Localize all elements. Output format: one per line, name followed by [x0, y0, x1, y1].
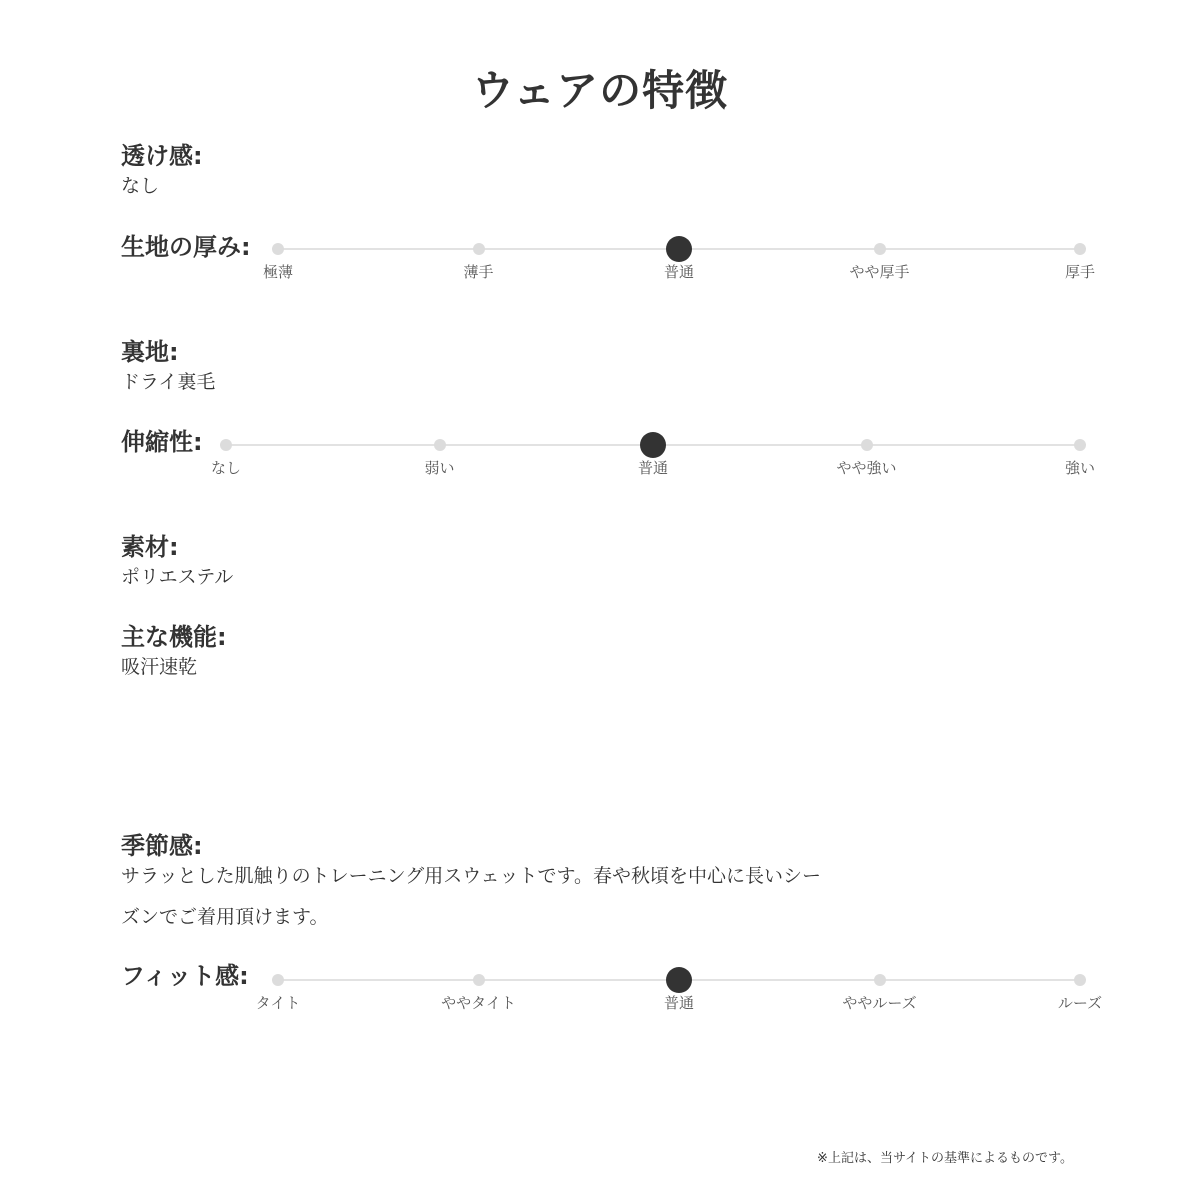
thickness-scale — [262, 248, 1095, 288]
lining-value: ドライ裏毛 — [121, 371, 216, 393]
stretch-scale-dot-1 — [220, 439, 232, 451]
season-description-line-1: サラッとした肌触りのトレーニング用スウェットです。春や秋頃を中心に長いシー — [121, 865, 821, 887]
thickness-scale-dot-3-selected — [666, 236, 692, 262]
thickness-scale-label-5: 厚手 — [1064, 263, 1095, 281]
thickness-scale-dot-4 — [874, 243, 886, 255]
stretch-scale-label-2: 弱い — [424, 459, 455, 477]
thickness-scale-dot-5 — [1074, 243, 1086, 255]
thickness-scale-label-1: 極薄 — [262, 263, 293, 281]
thickness-scale-label-3: 普通 — [663, 263, 694, 281]
material-value: ポリエステル — [121, 566, 234, 588]
stretch-scale-label-5: 強い — [1064, 459, 1095, 477]
thickness-scale-dot-2 — [473, 243, 485, 255]
stretch-scale-label-4: やや強い — [836, 459, 897, 477]
fit-scale-label-3: 普通 — [663, 994, 694, 1012]
stretch-scale-label-1: なし — [210, 459, 241, 477]
season-label: 季節感: — [121, 832, 203, 860]
functions-label: 主な機能: — [121, 623, 227, 651]
fit-label: フィット感: — [121, 962, 249, 990]
thickness-label: 生地の厚み: — [121, 233, 251, 261]
fit-scale-label-1: タイト — [255, 994, 301, 1012]
fit-scale-dot-5 — [1074, 974, 1086, 986]
fit-scale-dot-3-selected — [666, 967, 692, 993]
sheerness-value: なし — [121, 175, 160, 197]
fit-scale-dot-4 — [874, 974, 886, 986]
stretch-scale-label-3: 普通 — [637, 459, 668, 477]
stretch-label: 伸縮性: — [121, 428, 203, 456]
fit-scale-dot-2 — [473, 974, 485, 986]
lining-label: 裏地: — [121, 338, 179, 366]
stretch-scale-dot-5 — [1074, 439, 1086, 451]
material-label: 素材: — [121, 533, 179, 561]
sheerness-label: 透け感: — [121, 142, 203, 170]
thickness-scale-label-2: 薄手 — [463, 263, 494, 281]
thickness-scale-dot-1 — [272, 243, 284, 255]
stretch-scale-dot-3-selected — [640, 432, 666, 458]
fit-scale-label-5: ルーズ — [1057, 994, 1103, 1012]
fit-scale-dot-1 — [272, 974, 284, 986]
page-title: ウェアの特徴 — [471, 66, 729, 115]
stretch-scale — [210, 444, 1095, 484]
season-description-line-2: ズンでご着用頂けます。 — [121, 906, 329, 928]
thickness-scale-label-4: やや厚手 — [849, 263, 910, 281]
stretch-scale-dot-4 — [861, 439, 873, 451]
stretch-scale-dot-2 — [434, 439, 446, 451]
fit-scale-label-4: ややルーズ — [842, 994, 917, 1012]
fit-scale-label-2: ややタイト — [441, 994, 516, 1012]
fit-scale — [255, 979, 1103, 1019]
footnote: ※上記は、当サイトの基準によるものです。 — [817, 1151, 1073, 1166]
functions-value: 吸汗速乾 — [121, 656, 198, 678]
